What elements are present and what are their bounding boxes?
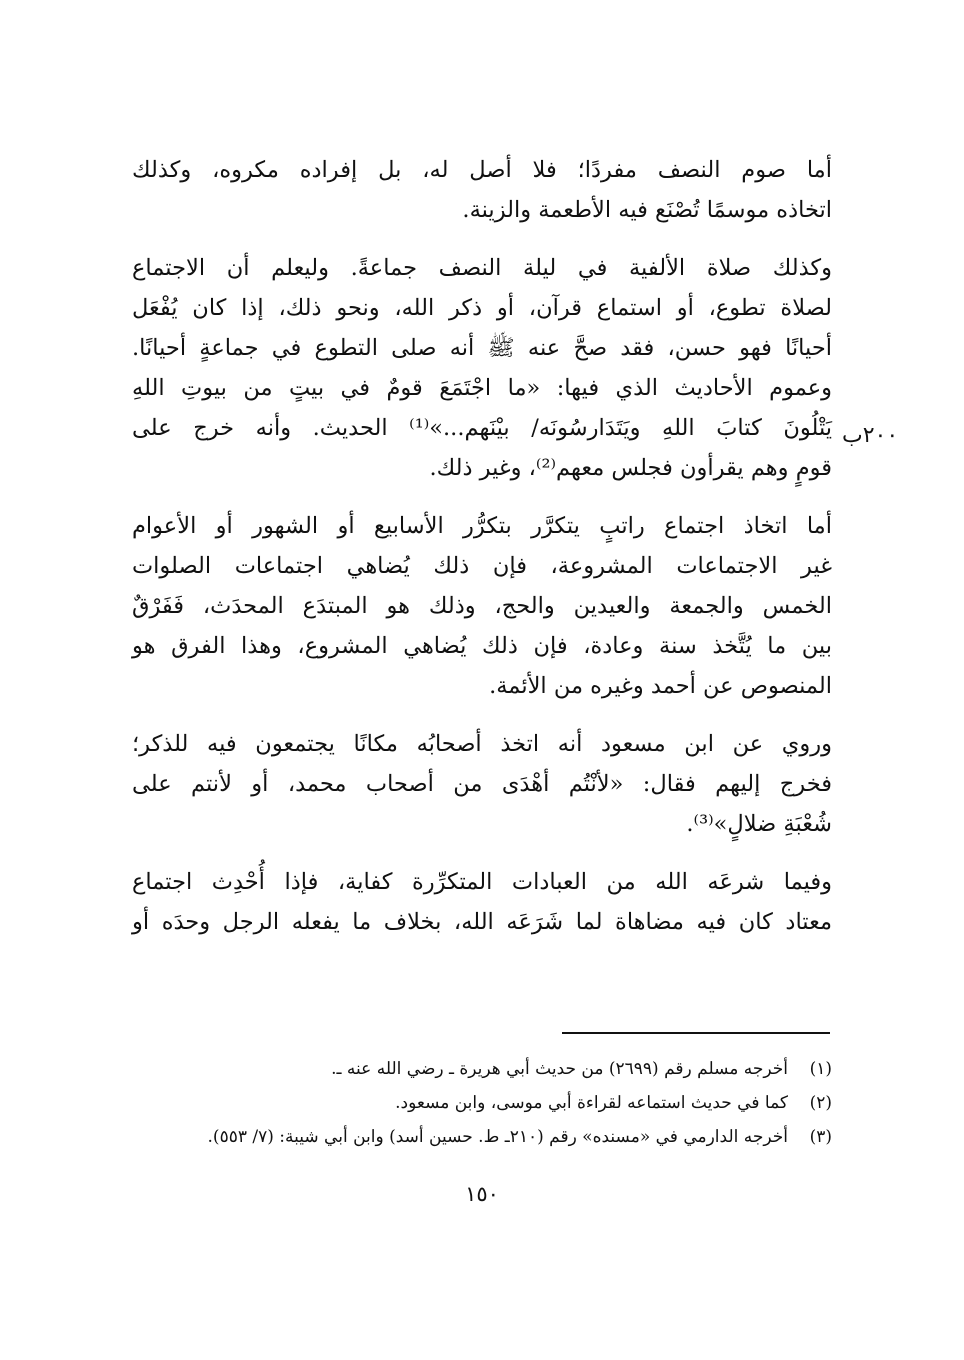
text-line: يَتْلُونَ كتابَ اللهِ ويَتَدَارسُونَه/ بيْنَهم...»⁽¹⁾ الحديث. وأنه خرج على	[132, 415, 833, 441]
footnote-number: (١)	[809, 1059, 832, 1079]
main-text	[132, 150, 832, 960]
text-line: الخمس والجمعة والعيدين والحج، وذلك هو المبتدَع المحدَث، فَفَرْقٌ	[132, 593, 832, 619]
text-line: معتاد كان فيه مضاهاة لما شَرَعَه الله، بخلاف ما يفعله الرجل وحدَه أو	[132, 909, 832, 935]
footnotes	[132, 1052, 832, 1154]
text-line: بين ما يُتَّخذ سنة وعادة، فإن ذلك يُضاهي المشروع، وهذا الفرق هو	[132, 633, 832, 659]
footnote-2	[132, 1086, 832, 1120]
text-line: أحيانًا فهو حسن، فقد صحَّ عنه ﷺ أنه صلى التطوع في جماعةٍ أحيانًا.	[132, 335, 832, 361]
footnote-3	[132, 1120, 832, 1154]
text-line: المنصوص عن أحمد وغيره من الأئمة.	[489, 673, 832, 699]
text-line: غير الاجتماعات المشروعة، فإن ذلك يُضاهي اجتماعات الصلوات	[132, 553, 832, 579]
footnote-text: أخرجه مسلم رقم (٢٦٩٩) من حديث أبي هريرة ـ رضي الله عنه ـ.	[331, 1059, 788, 1079]
text-line: فخرج إليهم فقال: «لأنْتُم أهْدَى من أصحاب محمد، أو لأنتم على	[132, 771, 832, 797]
text-line: أما صوم النصف مفردًا؛ فلا أصل له، بل إفراده مكروه، وكذلك	[132, 157, 832, 183]
text-line: اتخاذه موسمًا تُصْنَع فيه الأطعمة والزينة.	[462, 197, 832, 223]
text-line: لصلاة تطوع، أو استماع قرآن، أو ذكر الله، ونحو ذلك، إذا كان يُفْعَل	[132, 295, 832, 321]
manuscript-folio-marker: ٢٠٠ب	[842, 423, 899, 448]
footnote-text: أخرجه الدارمي في «مسنده» رقم (٢١٠ـ ط. حسين أسد) وابن أبي شيبة: (٧/ ٥٥٣).	[207, 1127, 788, 1147]
footnote-number: (٢)	[809, 1093, 832, 1113]
paragraph-4	[132, 724, 832, 844]
footnote-1	[132, 1052, 832, 1086]
text-line: وروي عن ابن مسعود أنه اتخذ أصحابُه مكانًا يجتمعون فيه للذكر؛	[132, 731, 832, 757]
footnote-number: (٣)	[809, 1127, 832, 1147]
text-line: شُعْبَةِ ضلالٍ»⁽³⁾.	[686, 811, 832, 837]
page-number: ١٥٠	[465, 1182, 499, 1206]
paragraph-1	[132, 150, 832, 230]
text-line: وفيما شرعَه الله من العبادات المتكرِّرة كفاية، فإذا أُحْدِث اجتماع	[132, 869, 832, 895]
text-line: أما اتخاذ اجتماع راتبٍ يتكرَّر بتكرُّر الأسابيع أو الشهور أو الأعوام	[132, 513, 832, 539]
text-line: وعموم الأحاديث الذي فيها: «ما اجْتَمَعَ قومٌ في بيتٍ من بيوتِ اللهِ	[132, 375, 832, 401]
paragraph-5	[132, 862, 832, 942]
footnote-separator	[562, 1032, 830, 1034]
paragraph-2	[132, 248, 832, 488]
footnote-text: كما في حديث استماعه لقراءة أبي موسى، وابن مسعود.	[395, 1093, 788, 1113]
paragraph-3	[132, 506, 832, 706]
text-line: قومٍ وهم يقرأون فجلس معهم⁽²⁾، وغير ذلك.	[429, 455, 832, 481]
text-line: وكذلك صلاة الألفية في ليلة النصف جماعةً. وليعلم أن الاجتماع	[132, 255, 832, 281]
